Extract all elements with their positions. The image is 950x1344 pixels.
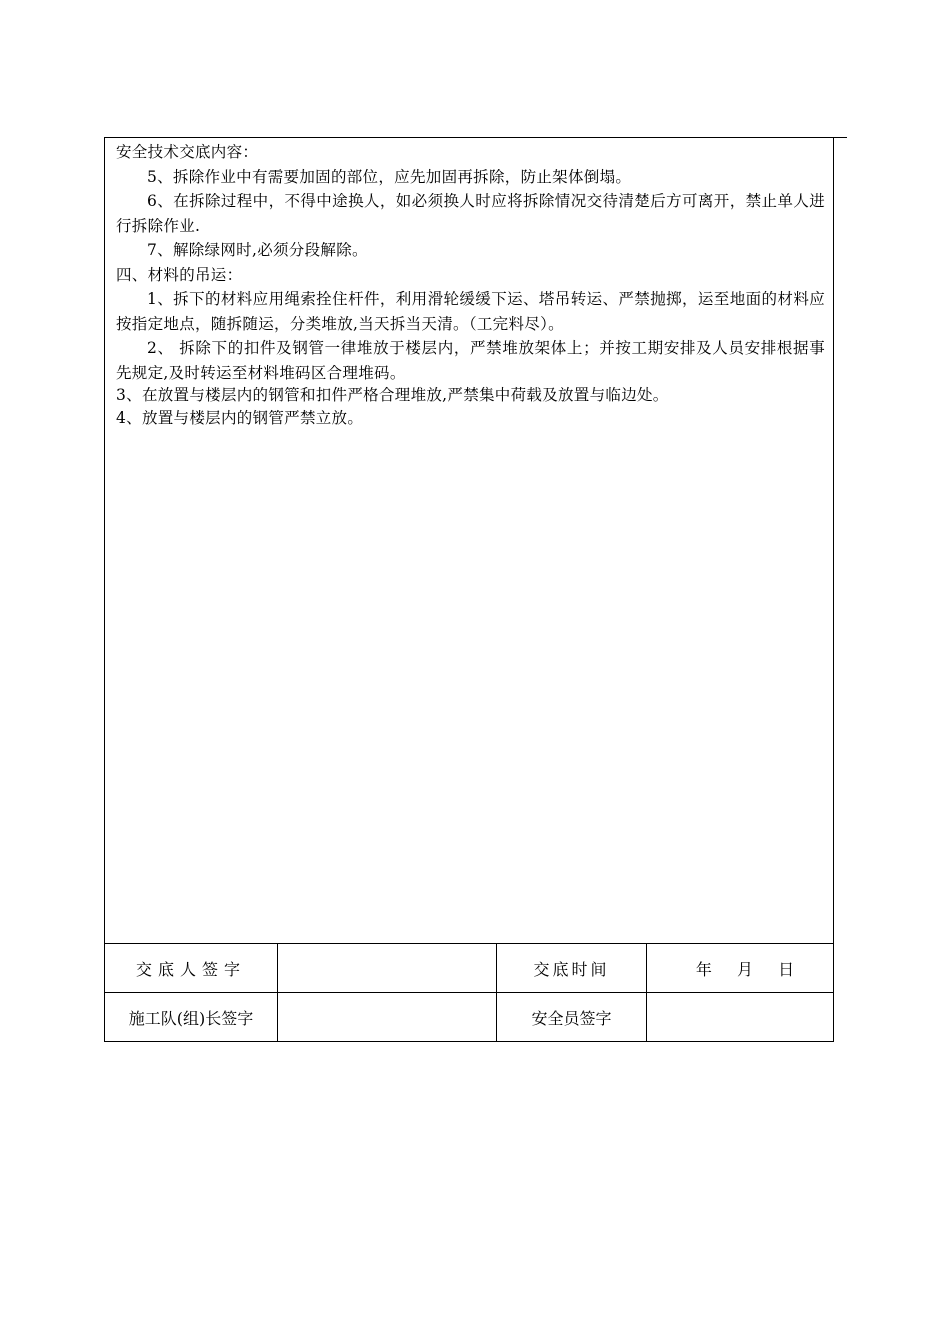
item-6: 6、在拆除过程中，不得中途换人，如必须换人时应将拆除情况交待清楚后方可离开，禁止单人进行拆除作业. [116,192,826,235]
section-4-item-3: 3、在放置与楼层内的钢管和扣件严格合理堆放,严禁集中荷载及放置与临边处。 [116,386,669,404]
section-4-heading: 四、材料的吊运： [116,265,243,284]
item-7: 7、解除绿网时,必须分段解除。 [147,241,368,259]
safety-officer-signature-field[interactable] [647,993,834,1042]
discloser-label: 交底人签字 [105,944,278,993]
section-4-item-1: 1、拆下的材料应用绳索拴住杆件，利用滑轮缓缓下运、塔吊转运、严禁抛掷，运至地面的材料应按指定地点，随拆随运，分类堆放,当天拆当天清。（工完料尽）。 [116,290,826,333]
content-heading: 安全技术交底内容： [116,143,259,161]
disclosure-date-field[interactable]: 年 月 日 [647,944,834,993]
signature-row-2 [105,993,834,1042]
content-row [105,138,834,944]
team-leader-label: 施工队(组)长签字 [105,993,278,1042]
table-edge-tick [833,137,847,138]
item-5: 5、拆除作业中有需要加固的部位，应先加固再拆除，防止架体倒塌。 [147,167,632,186]
signature-row-1 [105,944,834,993]
safety-officer-label: 安全员签字 [497,993,647,1042]
section-4-item-4: 4、放置与楼层内的钢管严禁立放。 [116,409,364,427]
team-leader-signature-field[interactable] [278,993,497,1042]
disclosure-content [105,138,833,431]
section-4-item-2: 2、 拆除下的扣件及钢管一律堆放于楼层内，严禁堆放架体上；并按工期安排及人员安排根据事先规定,及时转运至材料堆码区合理堆码。 [116,339,826,382]
disclosure-time-label: 交底时间 [497,944,647,993]
content-cell [105,138,834,944]
safety-disclosure-form [104,137,834,1042]
discloser-signature-field[interactable] [278,944,497,993]
